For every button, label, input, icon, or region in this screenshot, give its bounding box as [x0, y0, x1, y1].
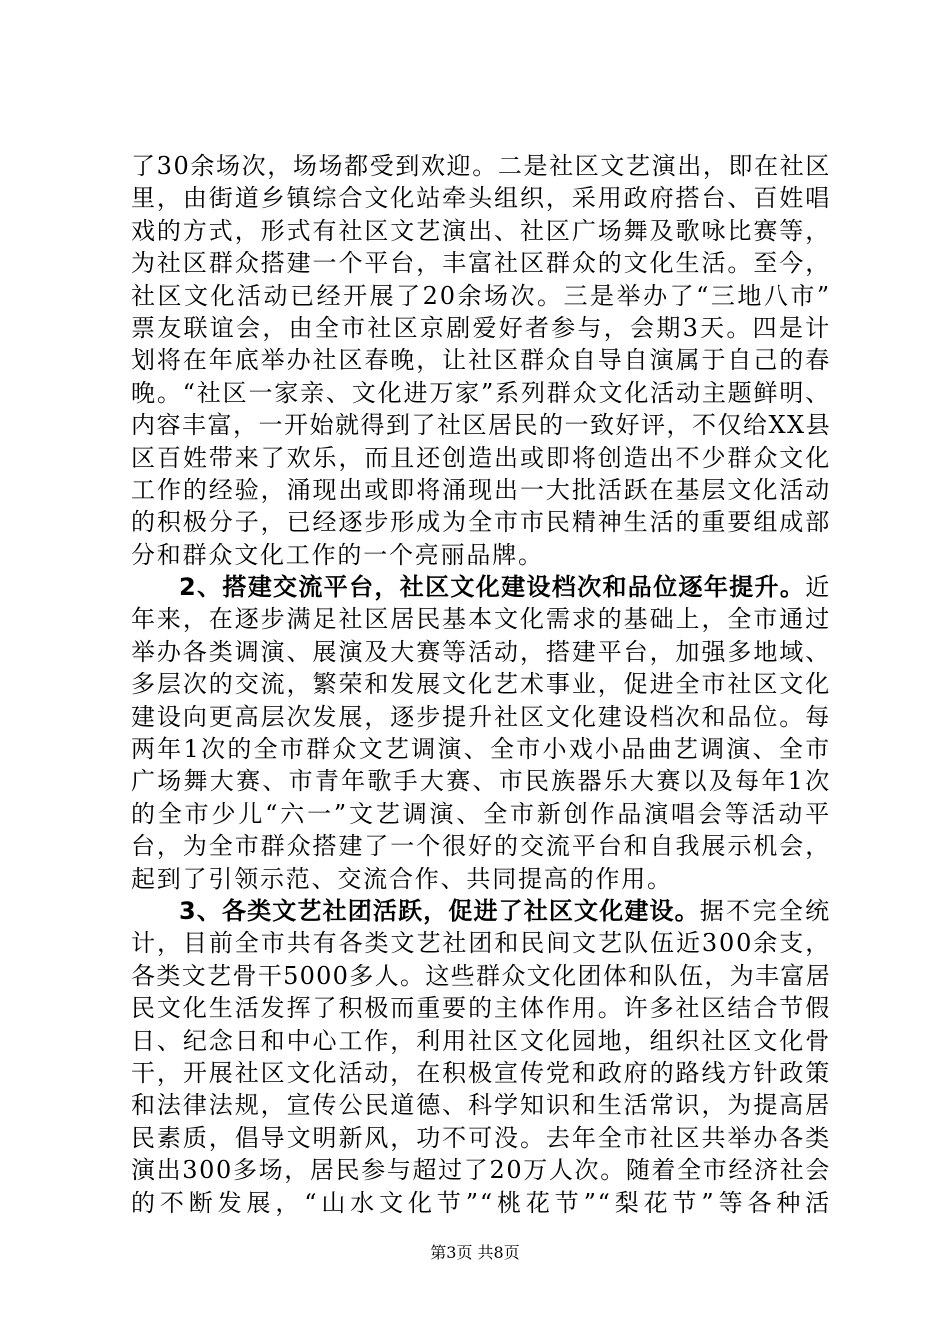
paragraph-line: 里，由街道乡镇综合文化站牵头组织，采用政府搭台、百姓唱 [131, 184, 831, 213]
paragraph-line: 计，目前全市共有各类文艺社团和民间文艺队伍近300余支， [131, 929, 831, 958]
paragraph-line: 年来，在逐步满足社区居民基本文化需求的基础上，全市通过 [131, 605, 831, 634]
paragraph-text: 据不完全统 [699, 896, 831, 925]
paragraph-line: 两年1次的全市群众文艺调演、全市小戏小品曲艺调演、全市 [131, 735, 831, 764]
paragraph-line: 台，为全市群众搭建了一个很好的交流平台和自我展示机会， [131, 832, 831, 861]
paragraph-line: 民文化生活发挥了积极而重要的主体作用。许多社区结合节假 [131, 994, 831, 1023]
section-heading-line [131, 895, 831, 927]
paragraph-line: 和法律法规，宣传公民道德、科学知识和生活常识，为提高居 [131, 1091, 831, 1120]
paragraph-text: 近 [805, 573, 831, 602]
paragraph-line: 举办各类调演、展演及大赛等活动，搭建平台，加强多地域、 [131, 637, 831, 666]
paragraph-line: 建设向更高层次发展，逐步提升社区文化建设档次和品位。每 [131, 702, 831, 731]
paragraph-line: 广场舞大赛、市青年歌手大赛、市民族器乐大赛以及每年1次 [131, 767, 831, 796]
paragraph-line: 的全市少儿“六一”文艺调演、全市新创作品演唱会等活动平 [131, 799, 831, 828]
body-text [131, 150, 831, 1219]
paragraph-line: 民素质，倡导文明新风，功不可没。去年全市社区共举办各类 [131, 1123, 831, 1152]
paragraph-line: 多层次的交流，繁荣和发展文化艺术事业，促进全市社区文化 [131, 670, 831, 699]
paragraph-line: 社区文化活动已经开展了20余场次。三是举办了“三地八市” [131, 281, 831, 310]
paragraph-line: 各类文艺骨干5000多人。这些群众文化团体和队伍，为丰富居 [131, 961, 831, 990]
paragraph-line: 了30余场次，场场都受到欢迎。二是社区文艺演出，即在社区 [131, 152, 831, 180]
section-heading: 2、搭建交流平台，社区文化建设档次和品位逐年提升。 [179, 573, 806, 602]
paragraph-line: 戏的方式，形式有社区文艺演出、社区广场舞及歌咏比赛等， [131, 216, 831, 245]
paragraph-line: 起到了引领示范、交流合作、共同提高的作用。 [131, 864, 673, 893]
paragraph-line: 分和群众文化工作的一个亮丽品牌。 [131, 540, 544, 569]
section-heading: 3、各类文艺社团活跃，促进了社区文化建设。 [179, 896, 700, 925]
paragraph-line: 为社区群众搭建一个平台，丰富社区群众的文化生活。至今， [131, 249, 831, 278]
paragraph-line: 工作的经验，涌现出或即将涌现出一大批活跃在基层文化活动 [131, 475, 831, 504]
paragraph-line: 干，开展社区文化活动，在积极宣传党和政府的路线方针政策 [131, 1058, 831, 1087]
paragraph-line: 票友联谊会，由全市社区京剧爱好者参与，会期3天。四是计 [131, 313, 831, 342]
page-number-footer: 第3页 共8页 [430, 1243, 520, 1262]
paragraph-line: 演出300多场，居民参与超过了20万人次。随着全市经济社会 [131, 1156, 831, 1185]
section-heading-line [131, 571, 831, 603]
paragraph-line: 日、纪念日和中心工作，利用社区文化园地，组织社区文化骨 [131, 1026, 831, 1055]
paragraph-line: 划将在年底举办社区春晚，让社区群众自导自演属于自己的春 [131, 346, 831, 375]
paragraph-line: 晚。“社区一家亲、文化进万家”系列群众文化活动主题鲜明、 [131, 378, 831, 407]
paragraph-line: 的不断发展，“山水文化节”“桃花节”“梨花节”等各种活 [131, 1188, 831, 1217]
paragraph-line: 内容丰富，一开始就得到了社区居民的一致好评，不仅给XX县 [131, 411, 831, 440]
paragraph-line: 的积极分子，已经逐步形成为全市市民精神生活的重要组成部 [131, 508, 831, 537]
paragraph-line: 区百姓带来了欢乐，而且还创造出或即将创造出不少群众文化 [131, 443, 831, 472]
